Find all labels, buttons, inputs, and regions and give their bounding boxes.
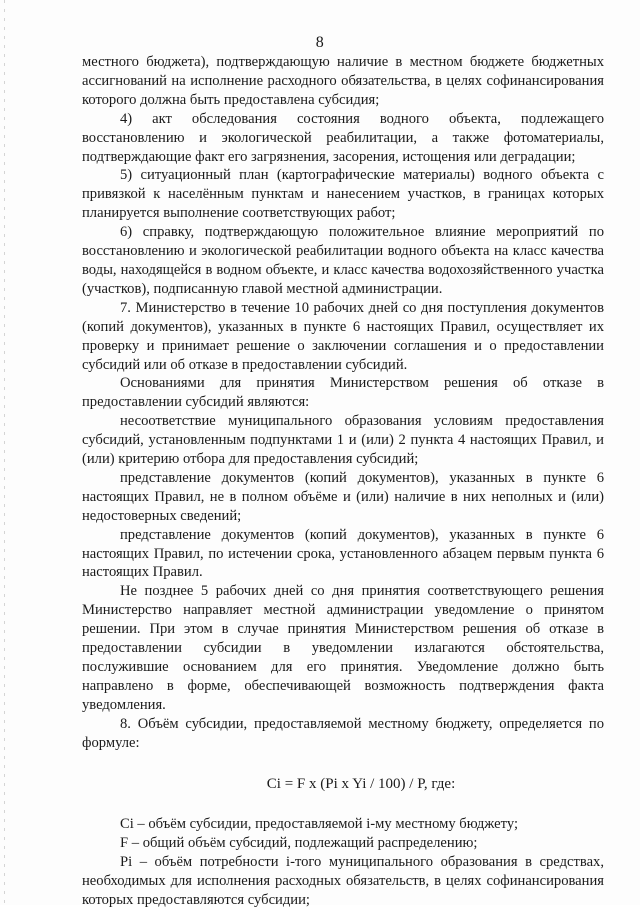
paragraph-ground-1: несоответствие муниципального образования условиям предоставления субсидий, установленным подпунктами 1 и (или) 2 пункта 4 настоящих Правил, и (или) критерию отбора для предоставления субсидий; — [82, 413, 604, 468]
paragraph-continuation: местного бюджета), подтверждающую наличие в местном бюджете бюджетных ассигнований на исполнение расходного обязательства, в целях софинансирования которого должна быть предоставлена субсидия; — [82, 54, 604, 108]
paragraph-item-4: 4) акт обследования состояния водного объекта, подлежащего восстановлению и экологической реабилитации, а также фотоматериалы, подтверждающие факт его загрязнения, засорения, истощения или деградации; — [82, 110, 604, 165]
definition-ci: Ci – объём субсидии, предоставляемой i-му местному бюджету; — [120, 816, 518, 833]
page-number: 8 — [315, 34, 325, 51]
definition-pi: Pi – объём потребности i-того муниципального образования в средствах, необходимых для исполнения расходных обязательств, в целях софинансирования которых предоставляются субсидии; — [82, 854, 604, 909]
paragraph-ground-2: представление документов (копий документов), указанных в пункте 6 настоящих Правил, не в полном объёме и (или) наличие в них неполных и (или) недостоверных сведений; — [82, 469, 604, 524]
scan-edge-artifact — [4, 0, 5, 905]
document-body — [82, 53, 604, 910]
definition-f: F – общий объём субсидий, подлежащий распределению; — [120, 835, 478, 852]
subsidy-formula: Ci = F x (Pi x Yi / 100) / P, где: — [266, 775, 456, 792]
paragraph-item-5: 5) ситуационный план (картографические материалы) водного объекта с привязкой к населённым пунктам и нанесением участков, в границах которых планируется выполнение соответствующих работ; — [82, 167, 604, 222]
paragraph-item-6: 6) справку, подтверждающую положительное влияние мероприятий по восстановлению и экологической реабилитации водного объекта на класс качества воды, находящейся в водном объекте, и класс качества водохозяйственного участка (участков), подписанную главой местной администрации. — [82, 224, 604, 297]
paragraph-notification: Не позднее 5 рабочих дней со дня принятия соответствующего решения Министерство направляет местной администрации уведомление о принятом решении. При этом в случае принятия Министерством решения об отказе в предоставлении субсидии в уведомлении излагаются обстоятельства, послужившие основанием для его принятия. Уведомление должно быть направлено в форме, обеспечивающей возможность подтверждения факта уведомления. — [82, 583, 604, 713]
paragraph-section-7: 7. Министерство в течение 10 рабочих дней со дня поступления документов (копий документов), указанных в пункте 6 настоящих Правил, осуществляет их проверку и принимает решение о заключении соглашения и о предоставлении субсидий или об отказе в предоставлении субсидий. — [82, 299, 604, 373]
paragraph-ground-3: представление документов (копий документов), указанных в пункте 6 настоящих Правил, по истечении срока, установленного абзацем первым пункта 6 настоящих Правил. — [82, 526, 604, 581]
paragraph-refusal-grounds: Основаниями для принятия Министерством решения об отказе в предоставлении субсидий являются: — [82, 375, 604, 411]
paragraph-section-8: 8. Объём субсидии, предоставляемой местному бюджету, определяется по формуле: — [82, 715, 604, 751]
